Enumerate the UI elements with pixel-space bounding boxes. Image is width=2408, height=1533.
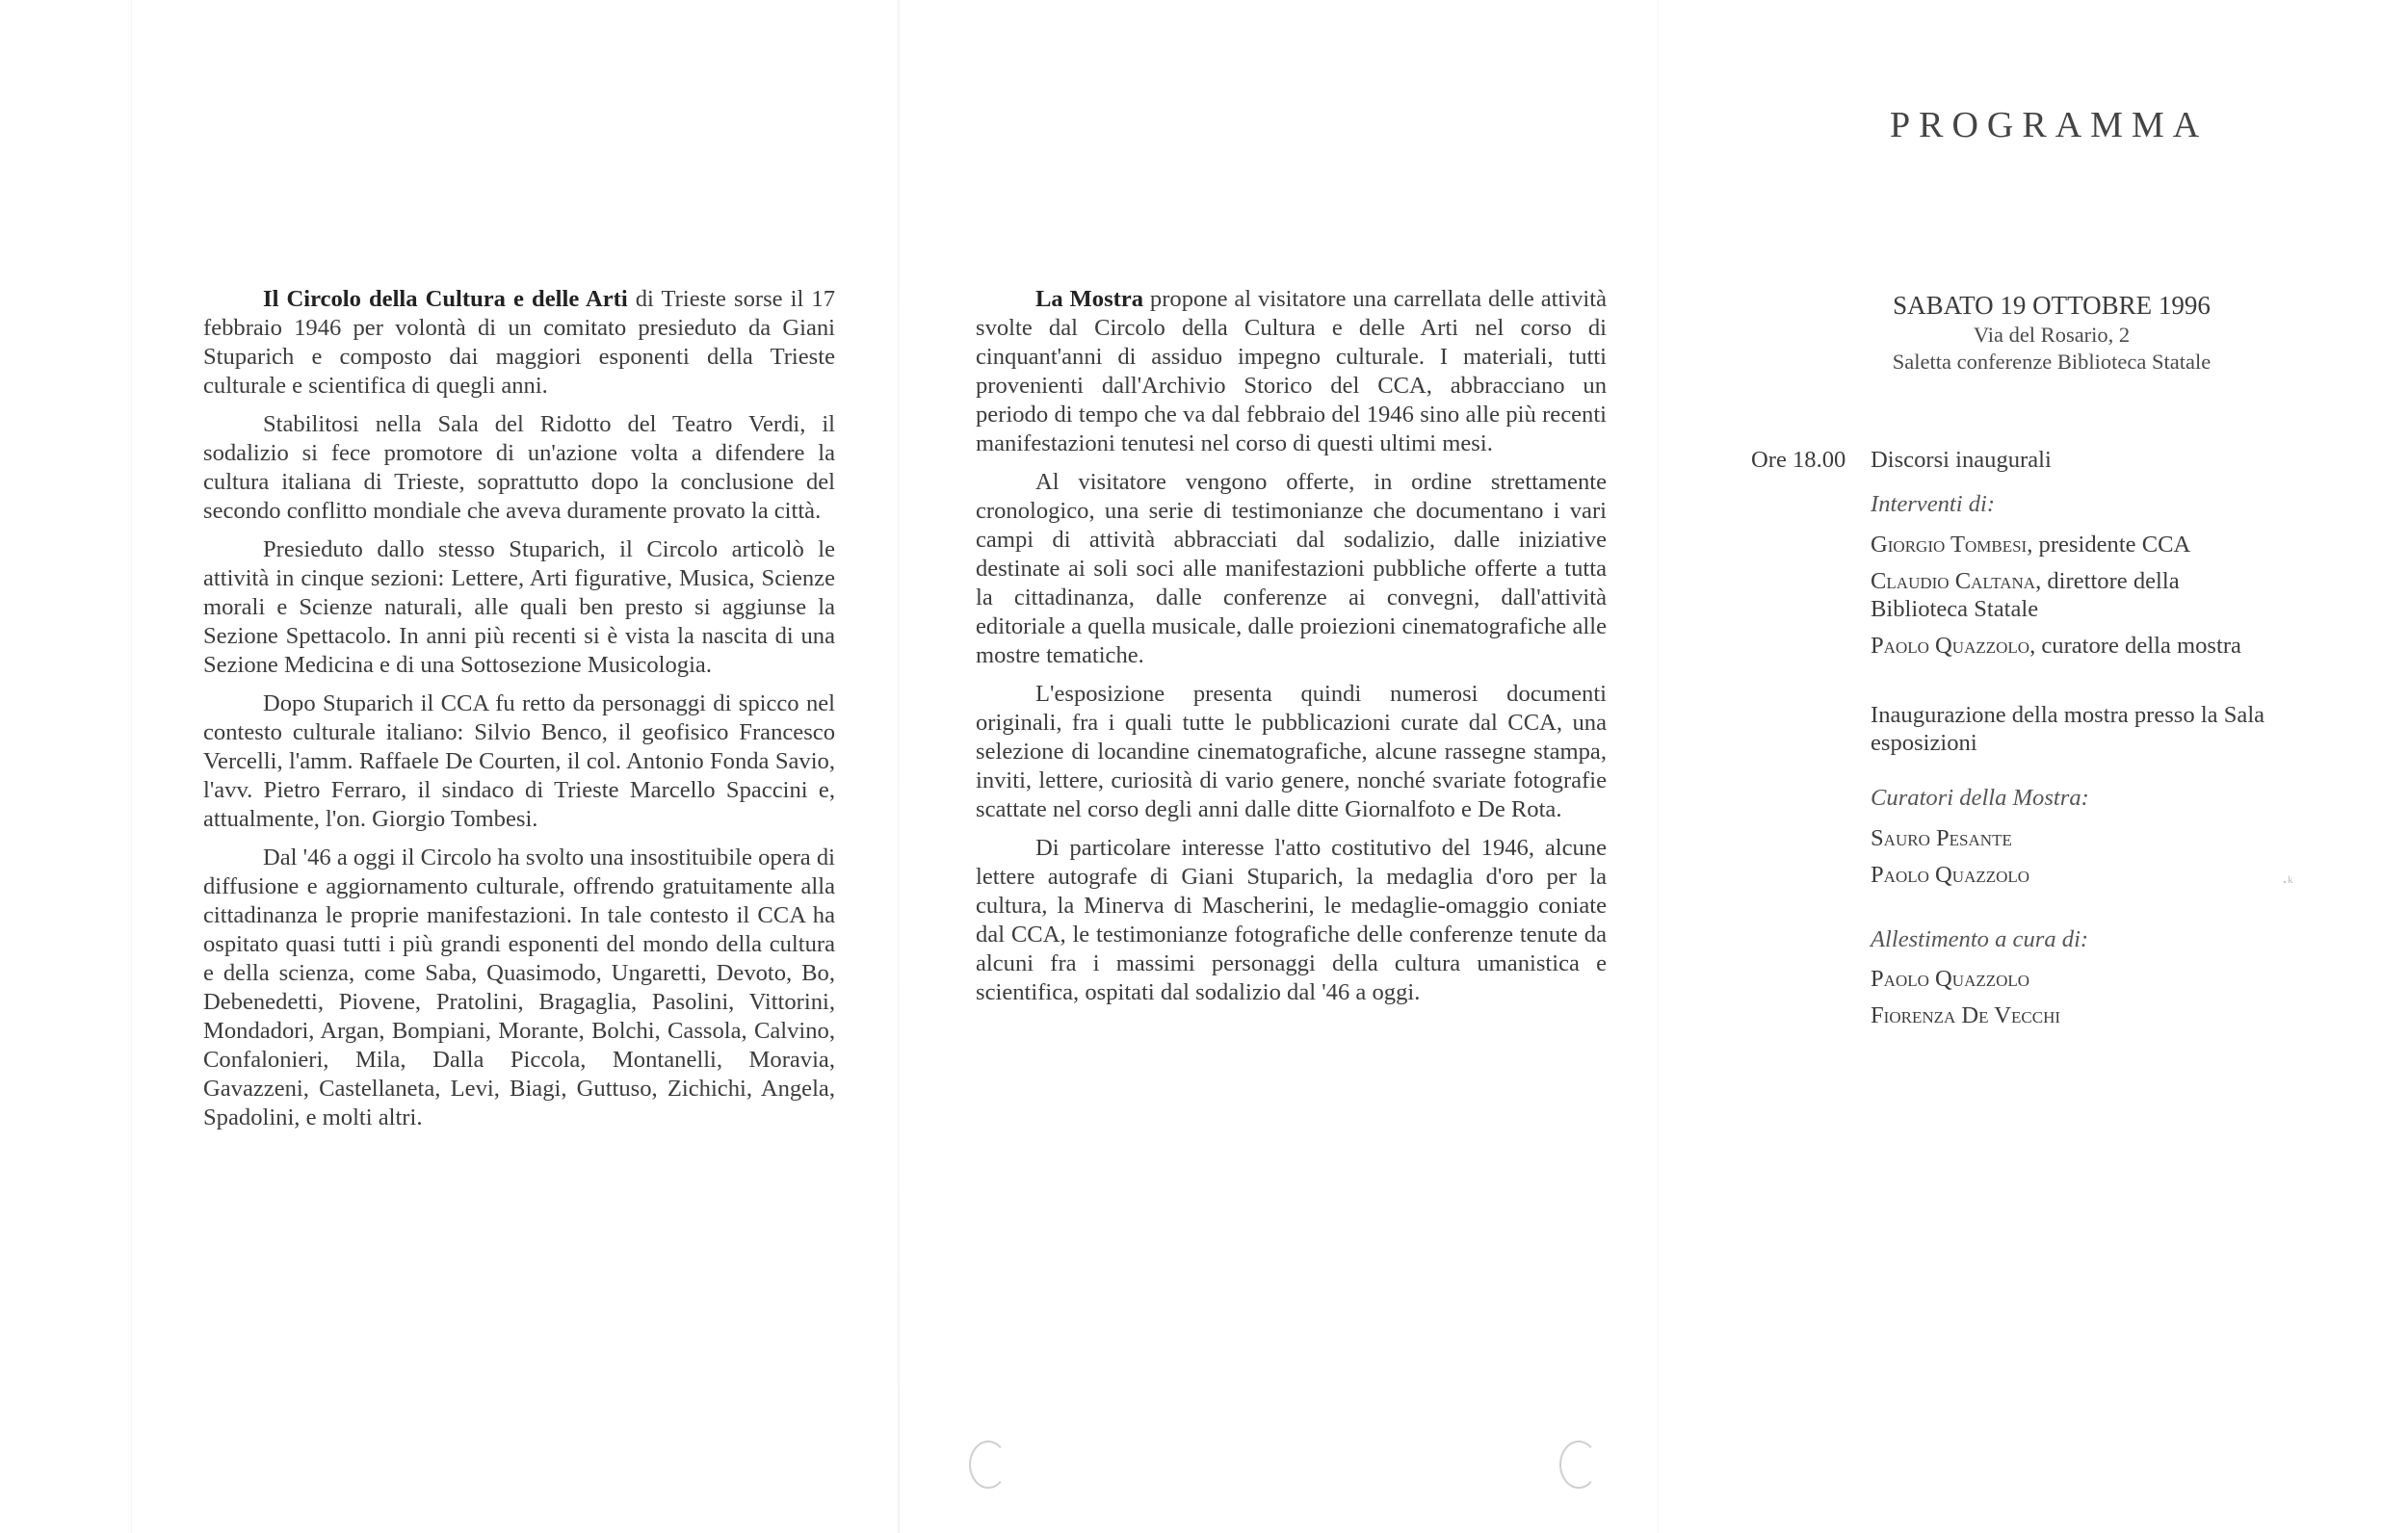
paragraph [203,285,835,401]
paragraph: Dopo Stuparich il CCA fu retto da personaggi di spicco nel contesto culturale italiano: Silvio Benco, il geofisico Francesco Vercelli, l'amm. Raffaele De Courten, il col. Antonio Fonda Savio, l'avv. Pietro Ferraro, il sindaco di Trieste Marcello Spaccini e, attualmente, l'on. Giorgio Tombesi. [203,690,835,832]
paragraph-text: propone al visitatore una carrellata delle attività svolte dal Circolo della Cultura e delle Arti nel corso di cinquant'anni di assiduo impegno culturale. I materiali, tutti provenienti dall'Archivio Storico del CCA, abbracciano un periodo di tempo che va dal febbraio del 1946 sino alle più recenti manifestazioni tenutesi nel corso di questi ultimi mesi. [976,286,1607,456]
paragraph [976,285,1607,458]
event-address: Via del Rosario, 2 [1973,323,2131,347]
curator-name: Paolo Quazzolo [1871,862,2030,888]
fold-line-right [1657,0,1659,1533]
paragraph: Presieduto dallo stesso Stuparich, il Circolo articolò le attività in cinque sezioni: Lettere, Arti figurative, Musica, Scienze morali e Scienze naturali, alle quali ben presto si aggiunse la Sezione Spettacolo. In anni più recenti si è vista la nascita di una Sezione Medicina e di una Sottosezione Musicologia. [203,536,835,678]
middle-text-column [976,285,1607,1017]
speaker-role: , direttore della [2035,568,2180,594]
event-date: SABATO 19 OTTOBRE 1996 [1893,291,2211,320]
page-edge [131,0,132,1533]
speaker-line [1871,633,2348,669]
curators-heading: Curatori della Mostra: [1871,785,2089,811]
speaker-role: , curatore della mostra [2029,633,2241,659]
event-info [1840,289,2264,376]
speaker-line [1871,568,2348,596]
program-title: PROGRAMMA [1890,105,2209,145]
lead-bold: La Mostra [1035,286,1144,312]
event-venue: Saletta conferenze Biblioteca Statale [1892,350,2212,374]
speakers-block [1871,491,2348,1039]
setup-heading: Allestimento a cura di: [1871,926,2089,952]
speakers-heading: Interventi di: [1871,491,1996,517]
speaker-line [1871,596,2348,633]
schedule-time: Ore 18.00 [1751,447,1846,473]
paragraph: Di particolare interesse l'atto costitutivo del 1946, alcune lettere autografe di Giani Stuparich, la medaglia d'oro per la cultura, la Minerva di Mascherini, le medaglie-omaggio coniate dal CCA, le testimonianze fotografiche delle conferenze tenute da alcuni fra i massimi personaggi della cultura umanistica e scientifica, ospitati dal sodalizio dal '46 a oggi. [976,835,1607,1005]
schedule-row [1751,447,2348,491]
left-text-column [203,285,835,1142]
paragraph-text: di Trieste sorse il 17 febbraio 1946 per volontà di un comitato presieduto da Giani Stuparich e composto dai maggiori esponenti della Trieste culturale e scientifica di quegli anni. [203,286,836,399]
schedule-item: Discorsi inaugurali [1871,447,2052,473]
curator-name: Sauro Pesante [1871,825,2012,851]
lead-bold: Il Circolo della Cultura e delle Arti [263,286,628,312]
binder-hole [1559,1441,1598,1489]
speaker-name: Paolo Quazzolo [1871,633,2030,659]
speaker-role: Biblioteca Statale [1871,596,2039,622]
fold-line-left [898,0,900,1533]
speaker-name: Giorgio Tombesi [1871,532,2028,558]
setup-name: Paolo Quazzolo [1871,966,2030,992]
paragraph: Al visitatore vengono offerte, in ordine strettamente cronologico, una serie di testimonianze che documentano i vari campi di attività abbracciati dal sodalizio, dalle iniziative destinate ai soli soci alle manifestazioni pubbliche offerte a tutta la cittadinanza, dalle conferenze ai convegni, dall'attività editoriale a quella musicale, dalle proiezioni cinematografiche alle mostre tematiche. [976,469,1607,668]
paragraph: Stabilitosi nella Sala del Ridotto del Teatro Verdi, il sodalizio si fece promotore di un'azione volta a difendere la cultura italiana di Trieste, soprattutto dopo la conclusione del secondo conflitto mondiale che aveva duramente provato la città. [203,411,835,524]
inauguration-line: esposizioni [1871,730,1977,756]
setup-name: Fiorenza De Vecchi [1871,1002,2061,1028]
stray-mark: ·ᵏ [2282,872,2293,892]
speaker-line [1871,532,2348,568]
speaker-role: , presidente CCA [2027,532,2191,558]
paragraph: L'esposizione presenta quindi numerosi documenti originali, fra i quali tutte le pubblicazioni curate dal CCA, una selezione di locandine cinematografiche, alcune rassegne stampa, inviti, lettere, curiosità di vario genere, nonché svariate fotografie scattate nel corso degli anni dalle ditte Giornalfoto e De Rota. [976,681,1607,822]
speaker-name: Claudio Caltana [1871,568,2036,594]
binder-hole [969,1441,1008,1489]
inauguration-line: Inaugurazione della mostra presso la Sala [1871,702,2265,728]
paragraph: Dal '46 a oggi il Circolo ha svolto una insostituibile opera di diffusione e aggiornamento culturale, offrendo gratuitamente alla cittadinanza le proprie manifestazioni. In tale contesto il CCA ha ospitato quasi tutti i più grandi esponenti del mondo della cultura e della scienza, come Saba, Quasimodo, Ungaretti, Devoto, Bo, Debenedetti, Piovene, Pratolini, Bragaglia, Pasolini, Vittorini, Mondadori, Argan, Bompiani, Morante, Bolchi, Cassola, Calvino, Confalonieri, Mila, Dalla Piccola, Montanelli, Moravia, Gavazzeni, Castellaneta, Levi, Biagi, Guttuso, Zichichi, Angela, Spadolini, e molti altri. [203,844,835,1130]
program-schedule [1751,447,2348,1039]
